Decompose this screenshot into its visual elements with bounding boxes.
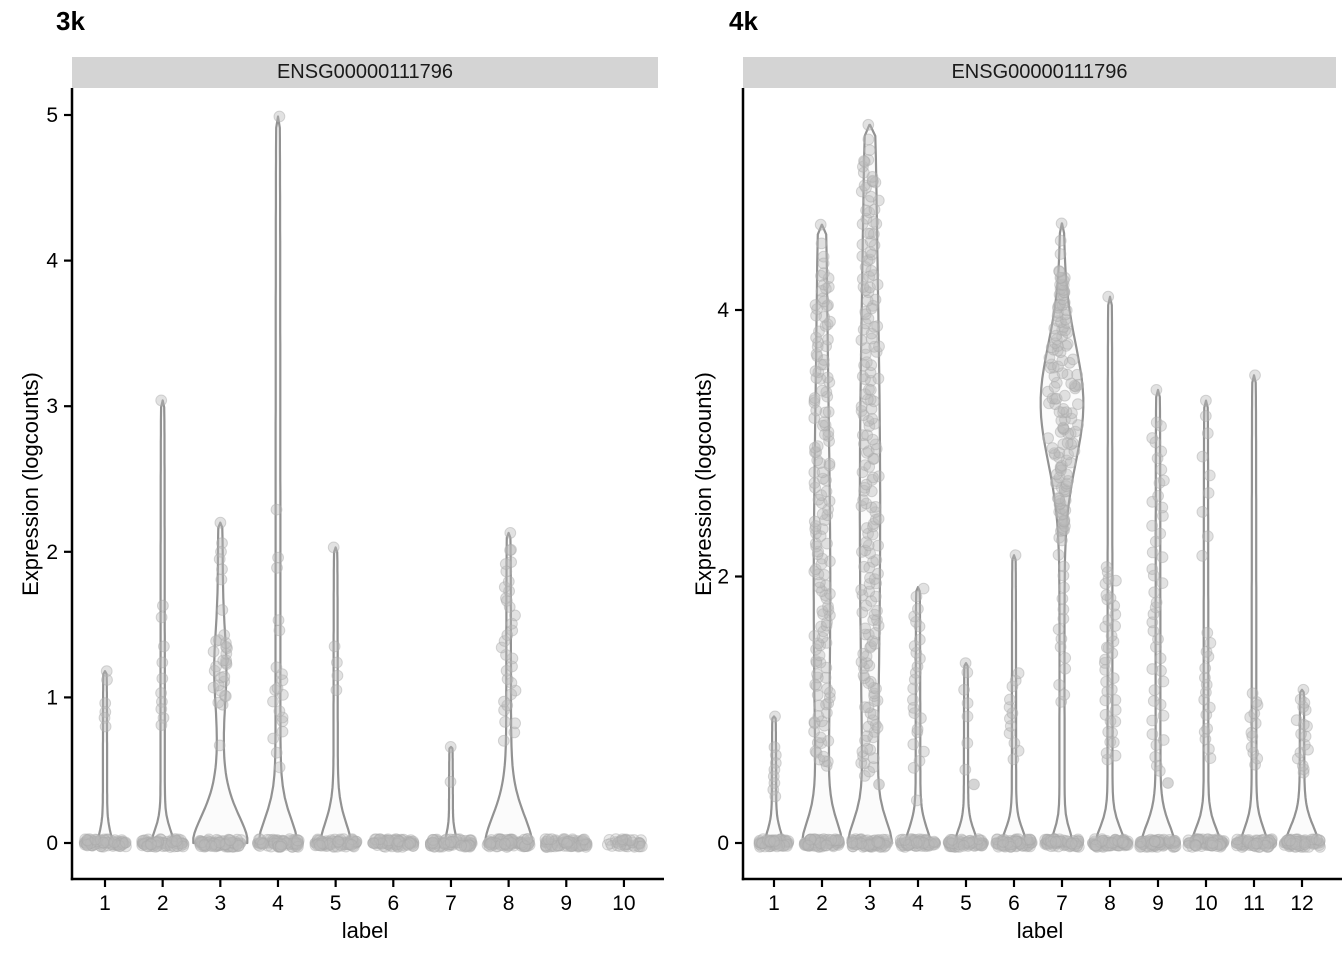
facet-strip-3k: [72, 57, 658, 88]
points-3k-cluster-6: [367, 834, 419, 853]
violins-3k: [98, 117, 532, 844]
y-axis-title-3k: Expression (logcounts): [18, 372, 43, 596]
facet-strip-4k: [743, 57, 1336, 88]
x-tick-label: 6: [1008, 892, 1020, 915]
x-tick-label: 9: [560, 892, 573, 915]
x-tick-label: 10: [1194, 892, 1218, 915]
panel-3k: [46, 88, 664, 915]
x-tick-label: 3: [864, 892, 876, 915]
x-tick-label: 6: [387, 892, 400, 915]
axes-4k: [717, 88, 1342, 915]
x-axis-title-3k: label: [341, 918, 389, 943]
x-tick-label: 10: [612, 892, 636, 915]
points-3k-cluster-9: [540, 834, 592, 853]
points-4k: [754, 119, 1325, 852]
x-axis-title-4k: label: [1016, 918, 1064, 943]
x-tick-label: 2: [156, 892, 169, 915]
x-tick-label: 1: [99, 892, 111, 915]
x-tick-label: 5: [329, 892, 342, 915]
facet-strip-label: ENSG00000111796: [276, 61, 454, 83]
points-4k-cluster-2: [799, 219, 845, 852]
y-tick-label: 5: [46, 104, 58, 127]
y-tick-label: 3: [46, 395, 58, 419]
y-tick-label: 4: [717, 299, 729, 322]
x-tick-label: 8: [1104, 892, 1116, 915]
violins-4k: [765, 125, 1319, 843]
points-3k-cluster-10: [603, 834, 648, 852]
violin-4k-cluster-10: [1192, 401, 1221, 843]
x-tick-label: 7: [1056, 892, 1068, 915]
panel-title-4k: 4k: [729, 6, 758, 36]
y-axis-title-4k: Expression (logcounts): [691, 372, 716, 596]
x-tick-label: 1: [768, 892, 780, 915]
y-tick-label: 4: [46, 249, 58, 273]
x-tick-label: 4: [272, 892, 284, 915]
y-tick-label: 0: [46, 832, 58, 855]
y-tick-label: 2: [717, 565, 729, 589]
x-tick-label: 5: [960, 892, 972, 915]
points-4k-cluster-3: [847, 119, 893, 852]
y-tick-label: 0: [717, 832, 729, 855]
axes-3k: [46, 88, 664, 915]
x-tick-label: 11: [1243, 892, 1265, 915]
x-tick-label: 2: [816, 892, 828, 915]
x-tick-label: 7: [445, 892, 457, 915]
x-tick-label: 3: [214, 892, 227, 915]
violin-4k-cluster-11: [1241, 375, 1268, 843]
x-tick-label: 9: [1152, 892, 1164, 915]
violin-3k-cluster-7: [445, 747, 457, 843]
facet-strip-label: ENSG00000111796: [951, 61, 1128, 83]
panel-4k: [717, 88, 1342, 915]
panel-title-3k: 3k: [56, 6, 85, 36]
x-tick-label: 8: [502, 892, 515, 915]
x-tick-label: 4: [912, 892, 924, 915]
x-tick-label: 12: [1290, 892, 1314, 915]
y-tick-label: 2: [46, 540, 58, 564]
y-tick-label: 1: [46, 686, 58, 710]
violin-3k-cluster-1: [98, 671, 112, 843]
